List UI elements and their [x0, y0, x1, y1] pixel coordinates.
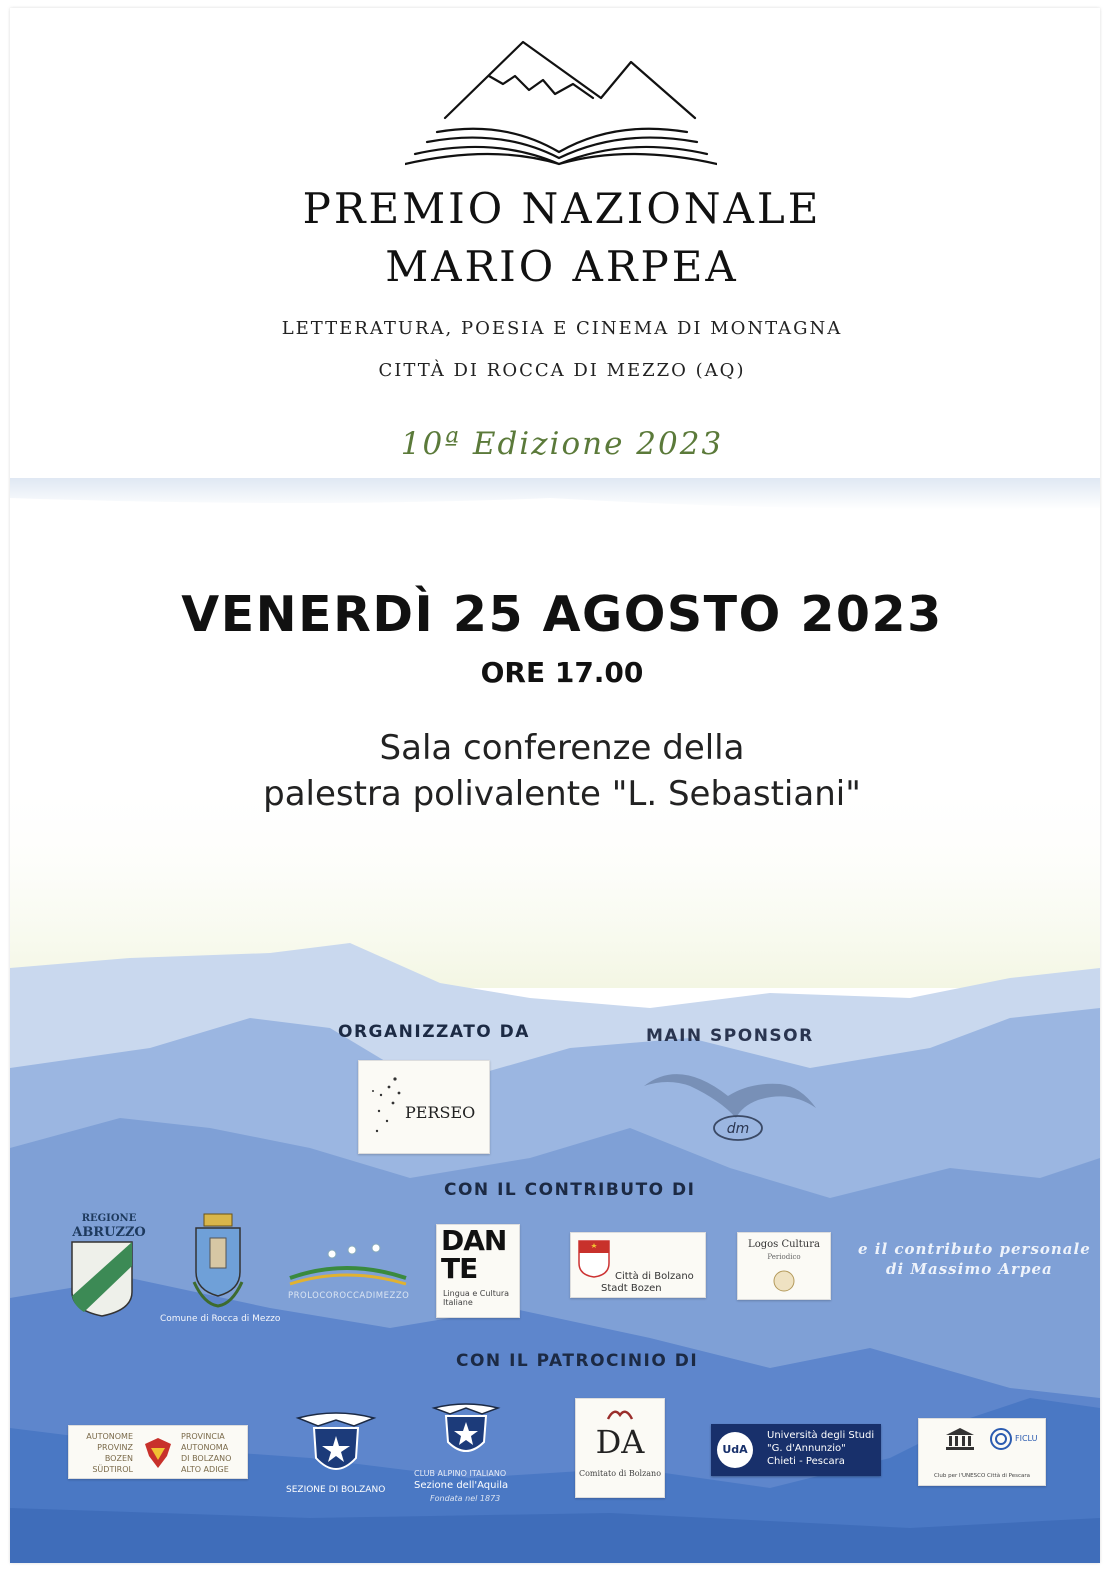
dante-comitato-text: DA	[595, 1423, 645, 1461]
provincia-right-3: DI BOLZANO	[181, 1454, 232, 1463]
provincia-left-2: PROVINZ	[97, 1443, 133, 1452]
regione-label-1: REGIONE	[81, 1213, 137, 1224]
uda-badge-icon: UdA	[717, 1432, 753, 1468]
logos-cultura-title: Logos Cultura	[748, 1239, 820, 1250]
perseo-label: PERSEO	[405, 1103, 476, 1122]
personal-contribution-1: e il contributo personale	[858, 1240, 1091, 1258]
dm-bird-logo	[640, 1060, 820, 1146]
cai-bolzano-label: SEZIONE DI BOLZANO	[286, 1485, 386, 1495]
provincia-right-text	[181, 1431, 243, 1475]
logos-medal-icon	[772, 1269, 796, 1293]
cai-bolzano-eagle-icon	[294, 1408, 378, 1484]
logos-cultura-sub: Periodico	[767, 1253, 801, 1261]
universita-line-2: "G. d'Annunzio"	[767, 1443, 846, 1454]
cai-aquila-label-3: Fondata nel 1873	[430, 1494, 501, 1503]
subtitle-line-1: LETTERATURA, POESIA E CINEMA DI MONTAGNA	[281, 318, 843, 339]
ficlu-label: FICLU	[1015, 1434, 1038, 1443]
poster	[10, 8, 1100, 1563]
regione-label-2: ABRUZZO	[72, 1225, 146, 1240]
ficlu-swirl-icon	[989, 1427, 1013, 1451]
bolzano-logo	[570, 1232, 706, 1298]
provincia-left-text	[73, 1431, 133, 1475]
event-date: VENERDÌ 25 AGOSTO 2023	[181, 586, 943, 643]
proloco-logo-icon	[286, 1238, 410, 1290]
dm-logo-text: dm	[726, 1121, 750, 1137]
contributors-heading: CON IL CONTRIBUTO DI	[444, 1180, 696, 1200]
proloco-label: PROLOCOROCCADIMEZZO	[288, 1291, 410, 1301]
constellation-icon	[367, 1071, 407, 1141]
bolzano-label-1: Città di Bolzano	[615, 1271, 694, 1282]
personal-contribution-2: di Massimo Arpea	[886, 1260, 1053, 1278]
title-line-1: PREMIO NAZIONALE	[302, 184, 822, 233]
logos-cultura-logo	[737, 1232, 831, 1300]
provincia-right-4: ALTO ADIGE	[181, 1465, 229, 1474]
unesco-ficlu-logo	[918, 1418, 1046, 1486]
provincia-left-4: SÜDTIROL	[92, 1465, 133, 1474]
provincia-left-1: AUTONOME	[86, 1432, 133, 1441]
venue-line-1: Sala conferenze della	[379, 728, 745, 768]
patrons-heading: CON IL PATROCINIO DI	[456, 1351, 699, 1371]
subtitle-line-2: CITTÀ DI ROCCA DI MEZZO (AQ)	[378, 360, 746, 381]
unesco-sub-label: Club per l'UNESCO Città di Pescara	[933, 1473, 1030, 1479]
universita-line-1: Università degli Studi	[767, 1430, 875, 1441]
universita-line-3: Chieti - Pescara	[767, 1456, 845, 1467]
dante-comitato-sub: Comitato di Bolzano	[578, 1469, 662, 1478]
bolzano-label-2: Stadt Bozen	[601, 1283, 662, 1294]
eagle-crest-icon	[141, 1434, 175, 1470]
bolzano-shield-icon	[577, 1239, 611, 1279]
unesco-temple-icon	[945, 1427, 975, 1451]
provincia-left-3: BOZEN	[104, 1454, 133, 1463]
perseo-logo	[358, 1060, 490, 1154]
provincia-right-1: PROVINCIA	[181, 1432, 225, 1441]
dante-comitato-logo	[575, 1398, 665, 1498]
event-time: ORE 17.00	[480, 656, 644, 689]
main-sponsor-heading: MAIN SPONSOR	[646, 1026, 814, 1046]
edition-label: 10ª Edizione 2023	[400, 426, 724, 462]
comune-label: Comune di Rocca di Mezzo	[160, 1314, 281, 1324]
dante-logo	[436, 1224, 520, 1318]
provincia-right-2: AUTONOMA	[181, 1443, 229, 1452]
venue-line-2: palestra polivalente "L. Sebastiani"	[263, 774, 861, 814]
provincia-bolzano-logo	[68, 1425, 248, 1479]
cai-aquila-label-2: Sezione dell'Aquila	[414, 1480, 509, 1491]
cai-aquila-eagle-icon	[430, 1400, 502, 1464]
organized-by-heading: ORGANIZZATO DA	[338, 1022, 530, 1042]
title-line-2: MARIO ARPEA	[385, 242, 739, 291]
dante-sub-label: Lingua e Cultura Italiane	[443, 1289, 510, 1307]
dante-logo-text: DANTE	[441, 1224, 507, 1285]
universita-logo	[711, 1424, 881, 1476]
cai-aquila-label-1: CLUB ALPINO ITALIANO	[414, 1469, 507, 1478]
dante-comitato-emblem-icon	[606, 1405, 634, 1423]
mountain-book-logo	[405, 36, 717, 176]
regione-abruzzo-shield-icon	[70, 1240, 134, 1318]
comune-crest-icon	[190, 1212, 246, 1308]
